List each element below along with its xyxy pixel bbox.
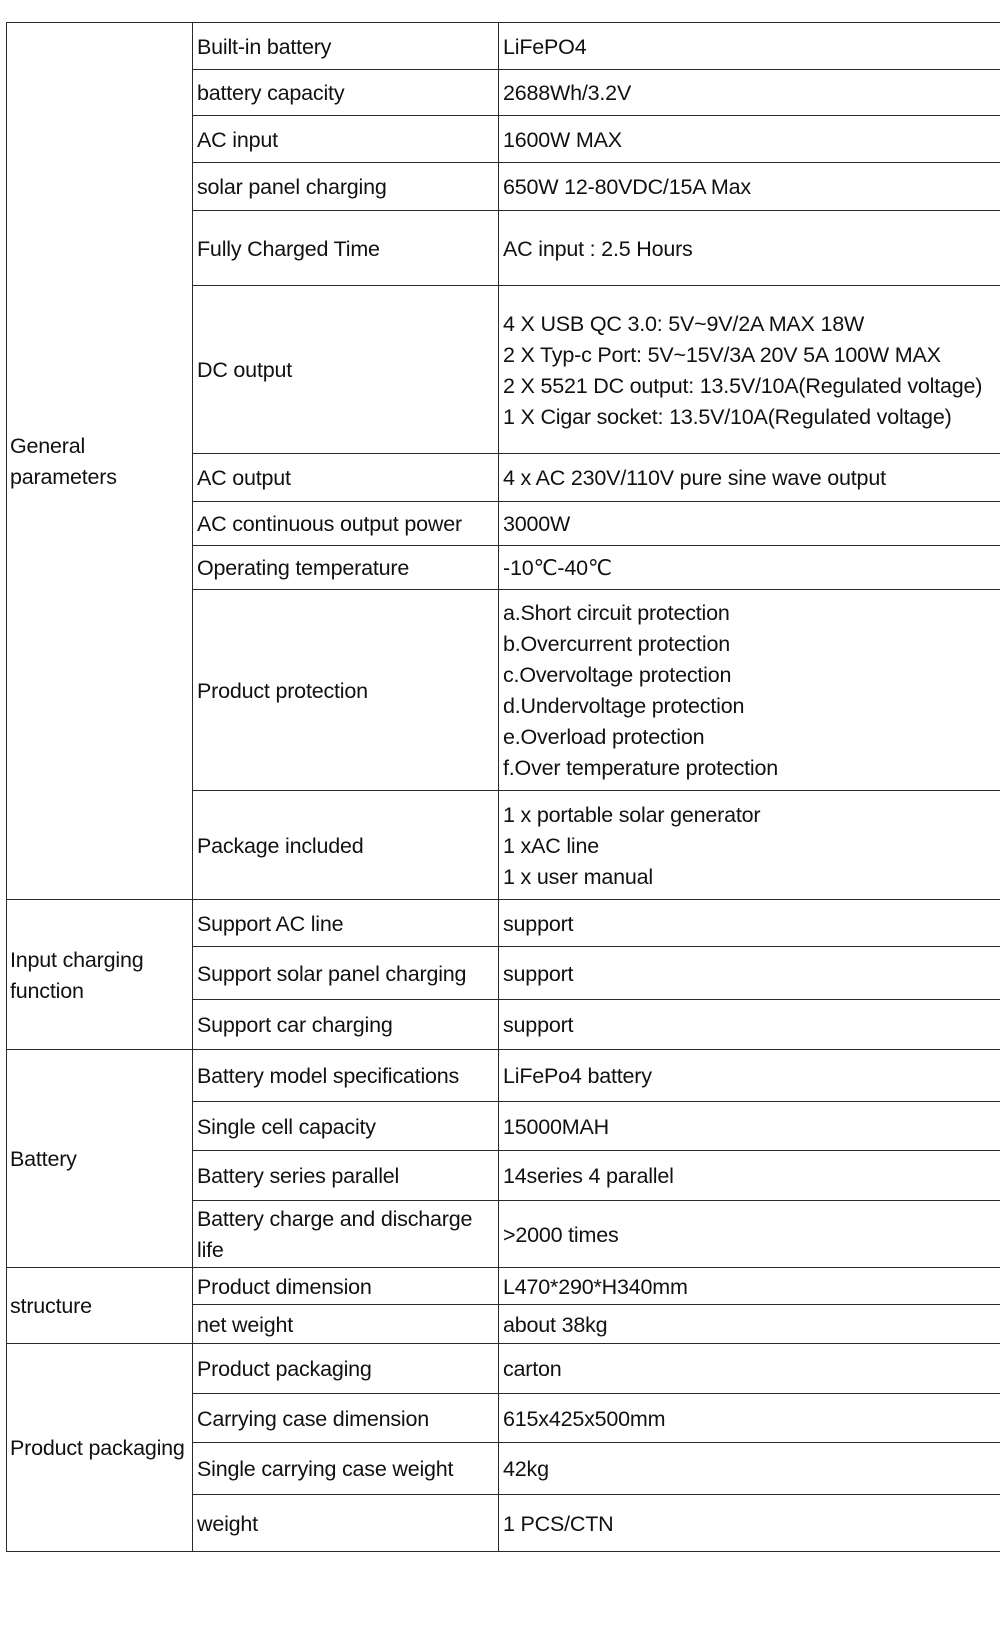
spec-value — [499, 1050, 1000, 1102]
spec-value-line: 1 x user manual — [503, 864, 653, 889]
spec-value — [499, 1000, 1000, 1050]
spec-value-line: >2000 times — [503, 1222, 619, 1247]
spec-label: Fully Charged Time — [193, 211, 499, 286]
spec-value — [499, 23, 1000, 70]
spec-value — [499, 211, 1000, 286]
spec-label: Support car charging — [193, 1000, 499, 1050]
spec-label: Support solar panel charging — [193, 947, 499, 1000]
spec-value-line: 3000W — [503, 512, 571, 536]
spec-label: Battery model specifications — [193, 1050, 499, 1102]
spec-label: Built-in battery — [193, 23, 499, 70]
spec-value-line: b.Overcurrent protection — [503, 632, 731, 656]
spec-value — [499, 70, 1000, 116]
spec-label: Package included — [193, 791, 499, 900]
spec-value — [499, 116, 1000, 163]
spec-label: Carrying case dimension — [193, 1394, 499, 1443]
spec-label: Product dimension — [193, 1268, 499, 1305]
spec-value-line: support — [503, 1013, 574, 1037]
spec-value — [499, 1201, 1000, 1268]
spec-value-line: 1 X Cigar socket: 13.5V/10A(Regulated voltage) — [503, 404, 952, 429]
spec-label: Battery charge and discharge life — [193, 1201, 499, 1268]
spec-value — [499, 502, 1000, 546]
spec-value-line: L470*290*H340mm — [503, 1274, 688, 1299]
spec-value-line: 2 X Typ-c Port: 5V~15V/3A 20V 5A 100W MAX — [503, 342, 941, 367]
spec-value-line: support — [503, 911, 574, 936]
spec-value-line: 1 xAC line — [503, 833, 599, 858]
spec-value-line: support — [503, 961, 574, 986]
spec-value-line: LiFePo4 battery — [503, 1064, 652, 1088]
spec-value-line: 2 X 5521 DC output: 13.5V/10A(Regulated voltage) — [503, 373, 983, 398]
spec-value-line: c.Overvoltage protection — [503, 663, 732, 687]
spec-row — [7, 23, 1000, 70]
spec-label: weight — [193, 1495, 499, 1552]
spec-value-line: 1 PCS/CTN — [503, 1511, 614, 1536]
spec-value — [499, 546, 1000, 590]
spec-label: AC input — [193, 116, 499, 163]
spec-value-line: 1 x portable solar generator — [503, 802, 761, 827]
spec-label: Battery series parallel — [193, 1151, 499, 1201]
spec-value — [499, 900, 1000, 947]
spec-value-line: 4 x AC 230V/110V pure sine wave output — [503, 466, 886, 490]
section-group-label: General parameters — [7, 23, 193, 900]
spec-table — [6, 22, 1000, 1552]
spec-value-line: LiFePO4 — [503, 34, 587, 59]
spec-value — [499, 1344, 1000, 1394]
spec-value-line: 2688Wh/3.2V — [503, 81, 632, 105]
spec-value — [499, 590, 1000, 791]
spec-row — [7, 1050, 1000, 1102]
spec-value — [499, 1151, 1000, 1201]
spec-label: AC continuous output power — [193, 502, 499, 546]
spec-value-line: about 38kg — [503, 1312, 608, 1337]
spec-label: Single cell capacity — [193, 1102, 499, 1151]
spec-value — [499, 163, 1000, 211]
spec-label: battery capacity — [193, 70, 499, 116]
section-group-label: Product packaging — [7, 1344, 193, 1552]
section-group-label: Input charging function — [7, 900, 193, 1050]
spec-value-line: AC input : 2.5 Hours — [503, 236, 693, 261]
spec-label: DC output — [193, 286, 499, 454]
section-group-label: structure — [7, 1268, 193, 1344]
spec-value — [499, 454, 1000, 502]
spec-value-line: e.Overload protection — [503, 725, 705, 749]
spec-label: solar panel charging — [193, 163, 499, 211]
spec-row — [7, 1268, 1000, 1305]
spec-value-line: 42kg — [503, 1457, 549, 1481]
spec-value — [499, 1268, 1000, 1305]
section-group-label: Battery — [7, 1050, 193, 1268]
spec-label: Support AC line — [193, 900, 499, 947]
spec-value-line: 4 X USB QC 3.0: 5V~9V/2A MAX 18W — [503, 311, 865, 336]
spec-value-line: a.Short circuit protection — [503, 601, 730, 625]
spec-label: net weight — [193, 1305, 499, 1344]
spec-value — [499, 1394, 1000, 1443]
spec-value — [499, 286, 1000, 454]
spec-value-line: f.Over temperature protection — [503, 756, 779, 780]
spec-value-line: 15000MAH — [503, 1114, 609, 1139]
spec-value-line: carton — [503, 1357, 562, 1381]
spec-value — [499, 947, 1000, 1000]
spec-value-line: -10℃-40℃ — [503, 556, 612, 580]
spec-label: Operating temperature — [193, 546, 499, 590]
spec-value — [499, 1495, 1000, 1552]
spec-value — [499, 1443, 1000, 1495]
spec-label: Product protection — [193, 590, 499, 791]
spec-value-line: 650W 12-80VDC/15A Max — [503, 175, 751, 199]
spec-label: Product packaging — [193, 1344, 499, 1394]
spec-value — [499, 791, 1000, 900]
spec-value-line: 14series 4 parallel — [503, 1164, 674, 1188]
spec-label: AC output — [193, 454, 499, 502]
spec-table-body — [7, 23, 1000, 1552]
spec-row — [7, 900, 1000, 947]
spec-value-line: 1600W MAX — [503, 127, 622, 152]
spec-value-line: 615x425x500mm — [503, 1406, 666, 1431]
spec-value — [499, 1102, 1000, 1151]
spec-label: Single carrying case weight — [193, 1443, 499, 1495]
spec-value-line: d.Undervoltage protection — [503, 694, 745, 718]
spec-row — [7, 1344, 1000, 1394]
spec-value — [499, 1305, 1000, 1344]
